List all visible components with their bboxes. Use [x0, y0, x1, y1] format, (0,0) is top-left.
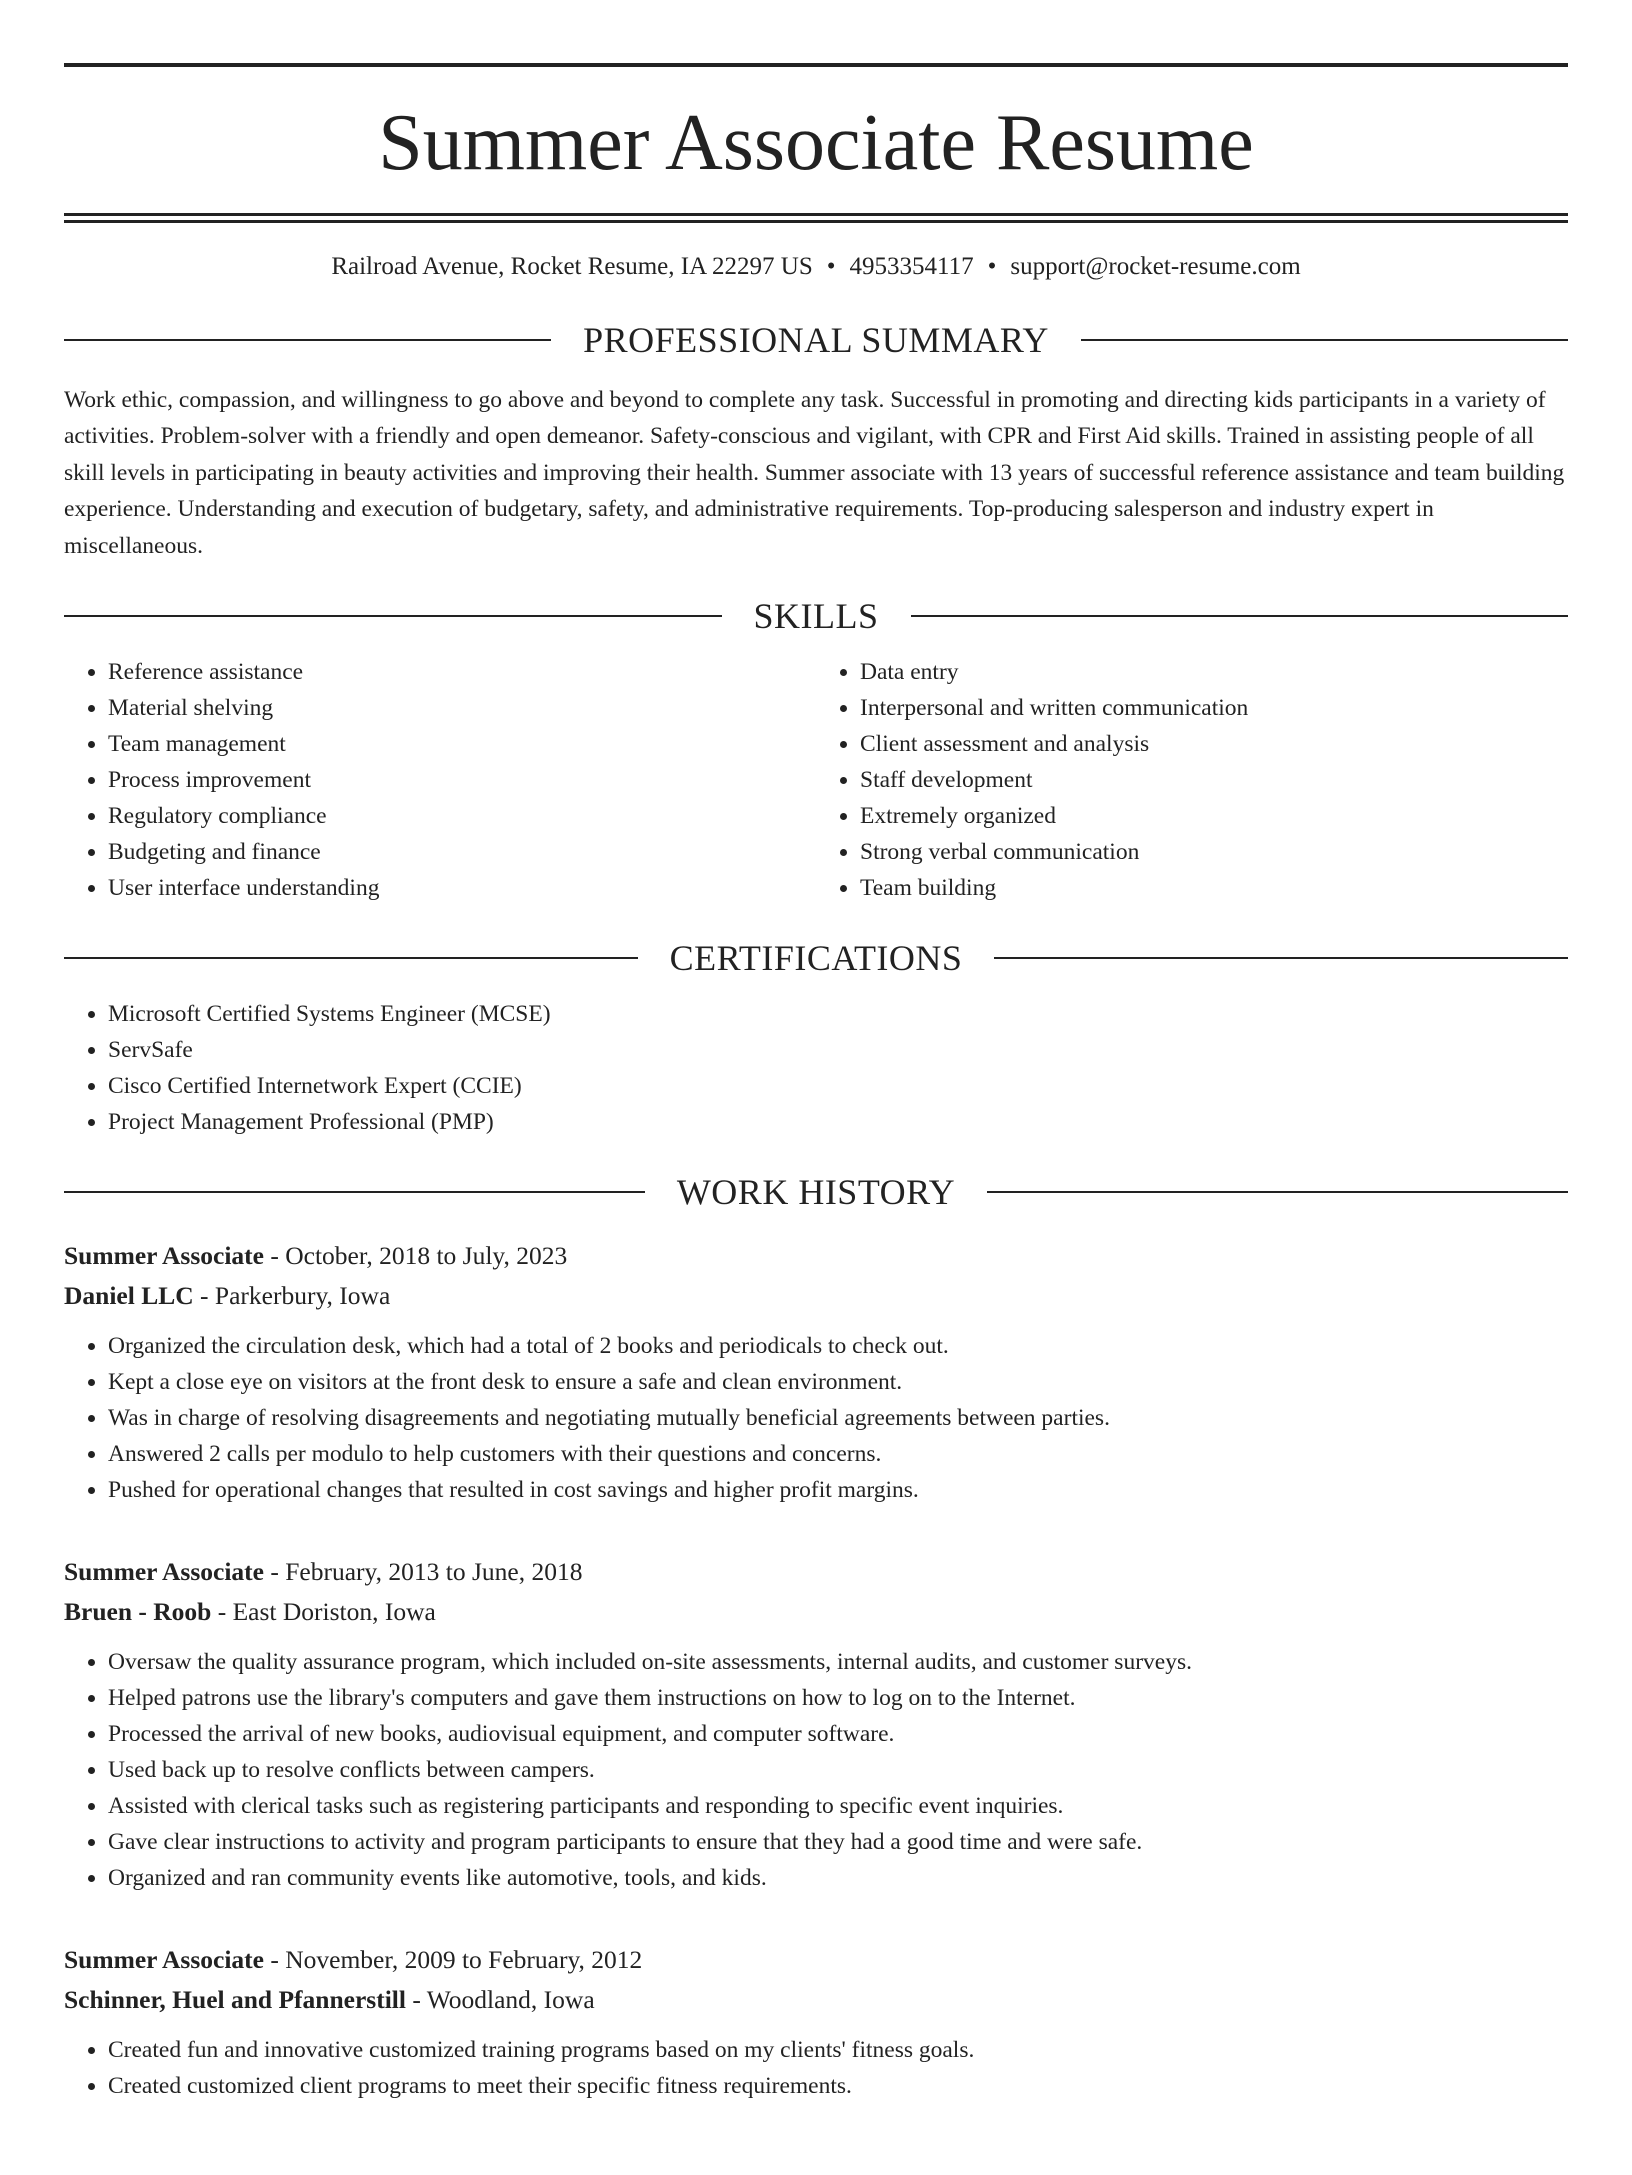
job-location: East Doriston, Iowa: [232, 1597, 436, 1626]
skill-item: • Interpersonal and written communication: [860, 690, 1568, 726]
skill-item: • Team management: [108, 726, 816, 762]
skill-item: • Team building: [860, 870, 1568, 906]
contact-email: support@rocket-resume.com: [1010, 253, 1301, 280]
heading-rule: [987, 1191, 1568, 1193]
job-company-line: Daniel LLC - Parkerbury, Iowa: [64, 1281, 391, 1310]
job-bullet: • Created customized client programs to meet their specific fitness requirements.: [108, 2068, 1568, 2104]
job-entry: [64, 1552, 1568, 1896]
job-company: Bruen - Roob: [64, 1597, 212, 1626]
certification-item: • ServSafe: [108, 1032, 1568, 1068]
work-history-heading: [64, 1174, 1568, 1210]
skill-item: • Strong verbal communication: [860, 834, 1568, 870]
job-bullets: [64, 2032, 1568, 2104]
job-entry: [64, 1940, 1568, 2104]
skills-heading-label: SKILLS: [753, 596, 879, 636]
top-rule: [64, 63, 1568, 67]
certifications-heading-label: CERTIFICATIONS: [669, 938, 963, 978]
skill-item: • Data entry: [860, 654, 1568, 690]
contact-separator: •: [826, 253, 836, 280]
certification-item: • Cisco Certified Internetwork Expert (CCIE): [108, 1068, 1568, 1104]
heading-rule: [911, 615, 1569, 617]
job-title: Summer Associate: [64, 1241, 264, 1270]
skills-heading: [64, 598, 1568, 634]
skill-item: • Client assessment and analysis: [860, 726, 1568, 762]
job-bullet: • Helped patrons use the library's computers and gave them instructions on how to log on to the Internet.: [108, 1680, 1568, 1716]
resume-page: [64, 63, 1568, 2104]
skill-item: • Staff development: [860, 762, 1568, 798]
skills-column-1: [64, 654, 816, 906]
job-bullet: • Organized the circulation desk, which had a total of 2 books and periodicals to check out.: [108, 1328, 1568, 1364]
contact-address: Railroad Avenue, Rocket Resume, IA 22297 US: [331, 253, 813, 280]
contact-line: [64, 251, 1568, 284]
skill-item: • Regulatory compliance: [108, 798, 816, 834]
certification-item: • Project Management Professional (PMP): [108, 1104, 1568, 1140]
skill-item: • Extremely organized: [860, 798, 1568, 834]
job-bullet: • Was in charge of resolving disagreements and negotiating mutually beneficial agreements between parties.: [108, 1400, 1568, 1436]
contact-phone: 4953354117: [849, 253, 974, 280]
job-bullet: • Oversaw the quality assurance program, which included on-site assessments, internal audits, and customer surveys.: [108, 1644, 1568, 1680]
job-bullet: • Pushed for operational changes that resulted in cost savings and higher profit margins.: [108, 1472, 1568, 1508]
job-title-line: Summer Associate - October, 2018 to July, 2023: [64, 1241, 568, 1270]
job-title: Summer Associate: [64, 1945, 264, 1974]
heading-rule: [64, 1191, 645, 1193]
job-company-line: Bruen - Roob - East Doriston, Iowa: [64, 1597, 436, 1626]
job-location: Parkerbury, Iowa: [214, 1281, 391, 1310]
skill-item: • Material shelving: [108, 690, 816, 726]
job-dates: February, 2013 to June, 2018: [285, 1557, 583, 1586]
job-entry: [64, 1236, 1568, 1508]
job-bullet: • Gave clear instructions to activity and program participants to ensure that they had a good time and were safe.: [108, 1824, 1568, 1860]
job-company: Daniel LLC: [64, 1281, 194, 1310]
resume-title: Summer Associate Resume: [378, 99, 1254, 187]
heading-rule: [1081, 339, 1568, 341]
job-bullet: • Used back up to resolve conflicts between campers.: [108, 1752, 1568, 1788]
job-dates: November, 2009 to February, 2012: [285, 1945, 643, 1974]
heading-rule: [994, 957, 1568, 959]
skill-item: • Reference assistance: [108, 654, 816, 690]
skills-list: [64, 654, 1568, 906]
job-bullet: • Answered 2 calls per modulo to help customers with their questions and concerns.: [108, 1436, 1568, 1472]
work-history-heading-label: WORK HISTORY: [676, 1172, 956, 1212]
skills-column-2: [816, 654, 1568, 906]
skill-item: • Budgeting and finance: [108, 834, 816, 870]
work-history-list: [64, 1236, 1568, 2104]
job-location: Woodland, Iowa: [426, 1985, 595, 2014]
job-bullets: [64, 1644, 1568, 1896]
certification-item: • Microsoft Certified Systems Engineer (MCSE): [108, 996, 1568, 1032]
job-title-line: Summer Associate - February, 2013 to June, 2018: [64, 1557, 583, 1586]
job-company-line: Schinner, Huel and Pfannerstill - Woodland, Iowa: [64, 1985, 595, 2014]
skill-item: • Process improvement: [108, 762, 816, 798]
job-bullet: • Processed the arrival of new books, audiovisual equipment, and computer software.: [108, 1716, 1568, 1752]
summary-text: Work ethic, compassion, and willingness to go above and beyond to complete any task. Successful in promoting and directing kids participants in a variety of activities. Problem-solver with a friendly and open demeanor. Safety-conscious and vigilant, with CPR and First Aid skills. Trained in assisting people of all skill levels in participating in beauty activities and improving their health. Summer associate with 13 years of successful reference assistance and team building experience. Understanding and execution of budgetary, safety, and administrative requirements. Top-producing salesperson and industry expert in miscellaneous.: [64, 386, 1565, 559]
summary-heading-label: PROFESSIONAL SUMMARY: [583, 319, 1049, 360]
title-double-rule: [64, 213, 1568, 223]
job-bullets: [64, 1328, 1568, 1508]
job-title: Summer Associate: [64, 1557, 264, 1586]
job-company: Schinner, Huel and Pfannerstill: [64, 1985, 406, 2014]
certifications-list: [64, 996, 1568, 1140]
job-bullet: • Assisted with clerical tasks such as registering participants and responding to specific event inquiries.: [108, 1788, 1568, 1824]
heading-rule: [64, 615, 722, 617]
certifications-heading: [64, 940, 1568, 976]
skill-item: • User interface understanding: [108, 870, 816, 906]
summary-heading: [64, 319, 1568, 360]
job-bullet: • Created fun and innovative customized training programs based on my clients' fitness goals.: [108, 2032, 1568, 2068]
job-bullet: • Kept a close eye on visitors at the front desk to ensure a safe and clean environment.: [108, 1364, 1568, 1400]
contact-separator: •: [987, 253, 997, 280]
job-bullet: • Organized and ran community events like automotive, tools, and kids.: [108, 1860, 1568, 1896]
job-title-line: Summer Associate - November, 2009 to February, 2012: [64, 1945, 643, 1974]
heading-rule: [64, 339, 551, 341]
job-dates: October, 2018 to July, 2023: [285, 1241, 568, 1270]
heading-rule: [64, 957, 638, 959]
